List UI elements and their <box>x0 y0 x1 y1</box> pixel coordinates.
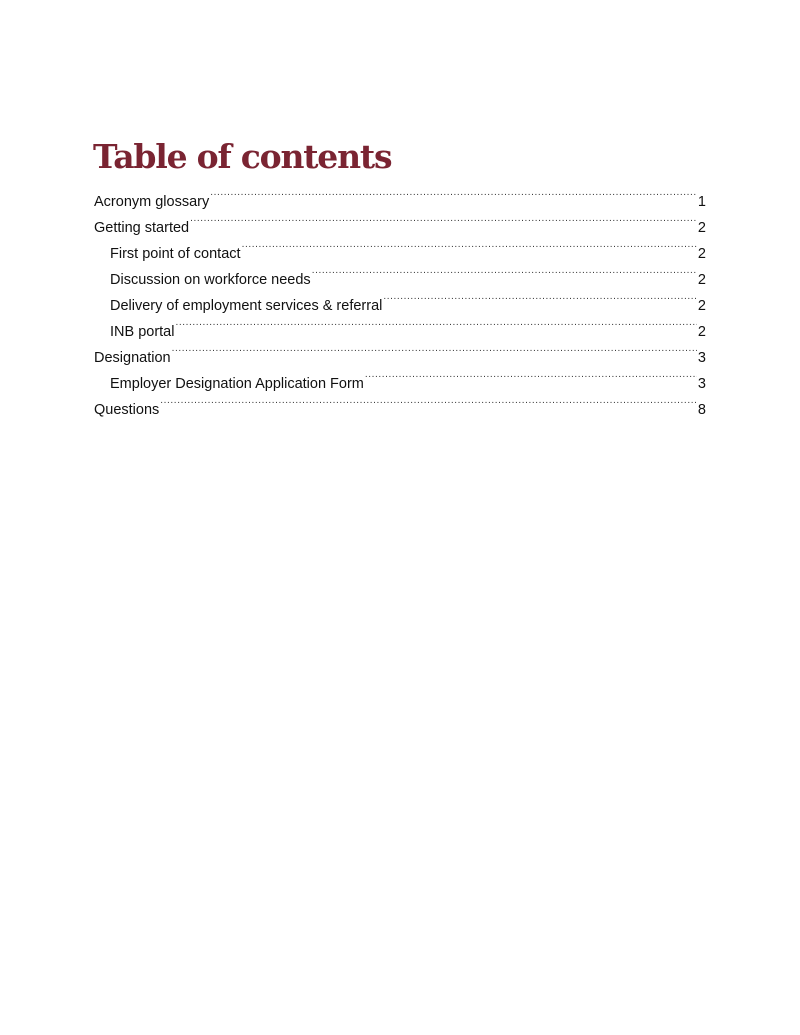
toc-entry-label: Employer Designation Application Form <box>110 376 364 392</box>
toc-entry[interactable] <box>94 310 706 340</box>
toc-dot-leader <box>210 180 697 206</box>
toc-entry-page: 1 <box>697 194 706 210</box>
toc-dot-leader <box>160 388 697 414</box>
toc-entry[interactable] <box>94 180 706 210</box>
toc-dot-leader <box>175 310 696 336</box>
toc-dot-leader <box>383 284 697 310</box>
toc-entry[interactable] <box>94 336 706 366</box>
toc-entry-page: 2 <box>697 246 706 262</box>
toc-entry-label: Discussion on workforce needs <box>110 272 311 288</box>
toc-list <box>94 180 706 418</box>
toc-entry-page: 2 <box>697 272 706 288</box>
toc-entry-label: Getting started <box>94 220 190 236</box>
toc-entry-label: INB portal <box>110 324 175 340</box>
toc-entry-label: Questions <box>94 402 160 418</box>
toc-entry-page: 2 <box>697 298 706 314</box>
toc-entry-label: Delivery of employment services & referral <box>110 298 383 314</box>
toc-entry-page: 2 <box>697 220 706 236</box>
toc-dot-leader <box>172 336 697 362</box>
toc-dot-leader <box>242 232 697 258</box>
toc-dot-leader <box>190 206 697 232</box>
toc-entry[interactable] <box>94 362 706 392</box>
toc-dot-leader <box>312 258 697 284</box>
toc-dot-leader <box>365 362 697 388</box>
toc-entry-label: Designation <box>94 350 171 366</box>
toc-title: Table of contents <box>93 137 392 176</box>
toc-entry-page: 8 <box>697 402 706 418</box>
toc-entry-label: Acronym glossary <box>94 194 210 210</box>
toc-entry-label: First point of contact <box>110 246 241 262</box>
toc-entry-page: 3 <box>697 350 706 366</box>
toc-entry[interactable] <box>94 388 706 418</box>
toc-entry-page: 3 <box>697 376 706 392</box>
toc-entry-page: 2 <box>697 324 706 340</box>
